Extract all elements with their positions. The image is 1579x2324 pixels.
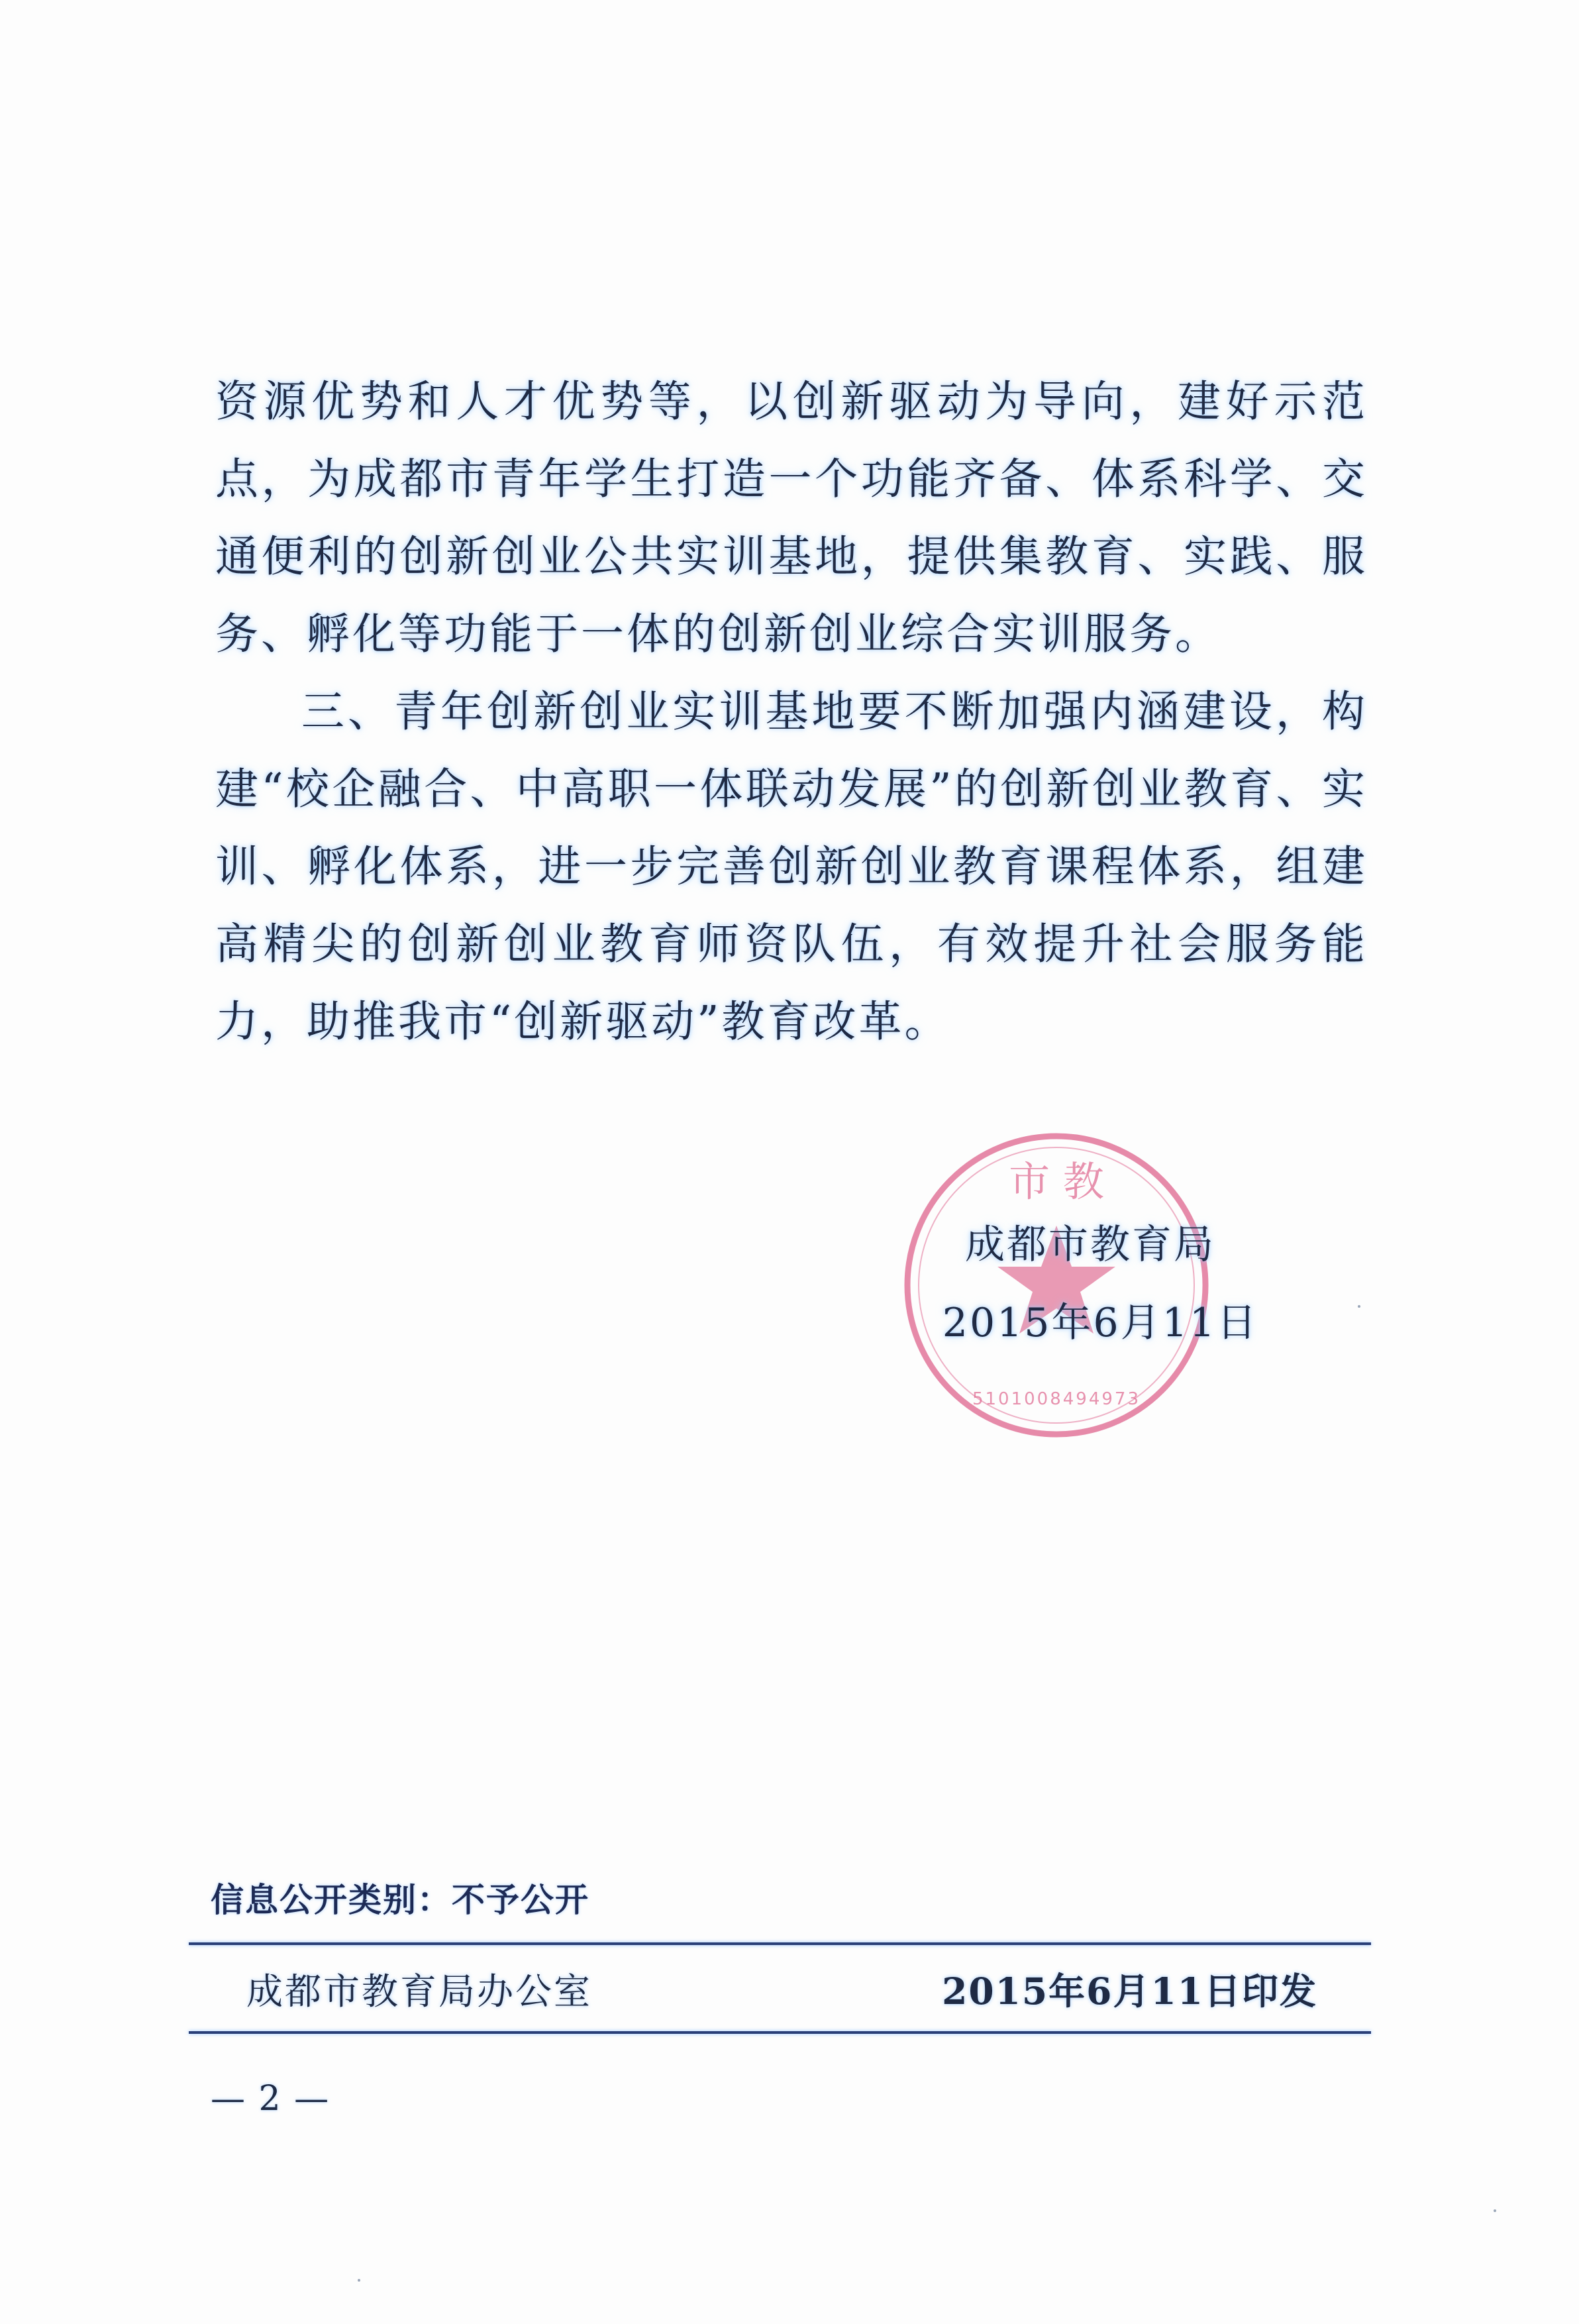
- seal-serial: 5101008494973: [972, 1389, 1141, 1409]
- signature-block: [848, 1206, 1258, 1362]
- seal-top-text: 市 教: [1009, 1157, 1104, 1206]
- paragraph-1: 资源优势和人才优势等，以创新驱动为导向，建好示范点，为成都市青年学生打造一个功能齐备、体系科学、交通便利的创新创业公共实训基地，提供集教育、实践、服务、孵化等功能于一体的创新创业综合实训服务。: [215, 377, 1368, 659]
- scan-speck: [1494, 2209, 1496, 2212]
- signature-organization: 成都市教育局: [965, 1222, 1215, 1268]
- signature-date: 2015年6月11日: [942, 1300, 1258, 1346]
- footer-rule-top: [189, 1942, 1371, 1945]
- footer-print-date: 2015年6月11日印发: [942, 1970, 1317, 2013]
- paragraph-2: 三、青年创新创业实训基地要不断加强内涵建设，构建“校企融合、中高职一体联动发展”的创新创业教育、实训、孵化体系，进一步完善创新创业教育课程体系，组建高精尖的创新创业教育师资队伍，有效提升社会服务能力，助推我市“创新驱动”教育改革。: [215, 687, 1368, 1047]
- page-number: — 2 —: [211, 2079, 331, 2119]
- document-body: [215, 363, 1368, 1061]
- disclosure-category: 信息公开类别：不予公开: [211, 1881, 589, 1919]
- footer-issuer: 成都市教育局办公室: [246, 1970, 593, 2013]
- scan-speck: [358, 2279, 360, 2282]
- footer-rule-bottom: [189, 2031, 1371, 2034]
- scan-speck: [1358, 1305, 1360, 1308]
